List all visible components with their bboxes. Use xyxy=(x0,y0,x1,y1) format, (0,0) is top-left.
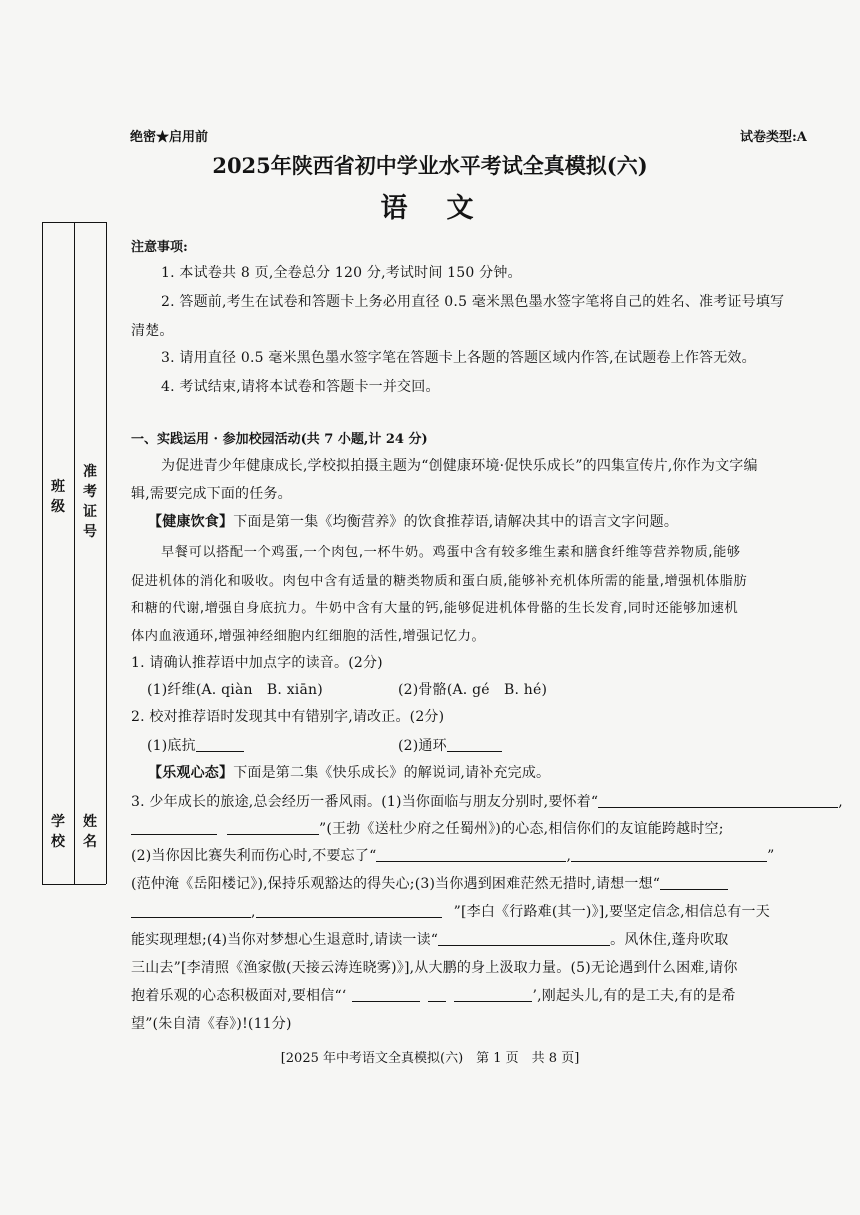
answer-blank[interactable] xyxy=(598,795,838,808)
note-item-4: 4. 考试结束,请将本试卷和答题卡一并交回。 xyxy=(161,379,440,395)
note-item-2-cont: 清楚。 xyxy=(131,323,174,339)
question-1-option-1: (1)纤维(A. qiàn B. xiān) xyxy=(147,682,323,698)
page-footer: [2025 年中考语文全真模拟(六) 第 1 页 共 8 页] xyxy=(280,1051,580,1066)
answer-blank[interactable] xyxy=(196,739,244,752)
question-3-line-1: 3. 少年成长的旅途,总会经历一番风雨。(1)当你面临与朋友分别时,要怀着“ , xyxy=(131,794,843,810)
question-3-line-8: 抱着乐观的心态积极面对,要相信“‘ ’,刚起头儿,有的是工夫,有的是希 xyxy=(131,988,736,1004)
question-2-item-1: (1)底抗 xyxy=(147,735,244,755)
mood-text: 下面是第二集《快乐成长》的解说词,请补充完成。 xyxy=(233,765,551,781)
question-3-line-6: 能实现理想;(4)当你对梦想心生退意时,请读一读“ 。风休住,蓬舟吹取 xyxy=(131,932,729,948)
note-item-3: 3. 请用直径 0.5 毫米黑色墨水签字笔在答题卡上各题的答题区域内作答,在试题卷上作答无效。 xyxy=(161,350,756,366)
answer-blank[interactable] xyxy=(454,989,532,1002)
binding-panel xyxy=(42,222,106,884)
answer-blank[interactable] xyxy=(131,905,251,918)
passage-line-3: 和糖的代谢,增强自身底抗力。牛奶中含有大量的钙,能够促进机体骨骼的生长发育,同时还能够加速机 xyxy=(131,601,739,616)
question-2: 2. 校对推荐语时发现其中有错别字,请改正。(2分) xyxy=(131,709,445,725)
diet-task xyxy=(148,511,678,531)
note-item-1: 1. 本试卷共 8 页,全卷总分 120 分,考试时间 150 分钟。 xyxy=(161,265,522,281)
diet-tag: 【健康饮食】 xyxy=(148,514,234,530)
mood-task xyxy=(148,762,550,782)
answer-blank[interactable] xyxy=(352,989,420,1002)
question-3-line-5: , ”[李白《行路难(其一)》],要坚定信念,相信总有一天 xyxy=(131,901,770,921)
exam-number-label: 准考证号 xyxy=(83,464,97,540)
answer-blank[interactable] xyxy=(428,989,446,1002)
passage-line-4: 体内血液通环,增强神经细胞内红细胞的活性,增强记忆力。 xyxy=(131,629,486,644)
notes-heading: 注意事项: xyxy=(131,240,188,255)
paper-type-label: 试卷类型:A xyxy=(740,130,807,145)
section-heading: 一、实践运用 · 参加校园活动(共 7 小题,计 24 分) xyxy=(131,432,428,447)
question-2-item-2: (2)通环 xyxy=(398,735,502,755)
question-3-line-9: 望”(朱自清《春》)!(11分) xyxy=(131,1016,292,1032)
diet-text: 下面是第一集《均衡营养》的饮食推荐语,请解决其中的语言文字问题。 xyxy=(233,514,679,530)
answer-blank[interactable] xyxy=(438,933,610,946)
passage-line-1: 早餐可以搭配一个鸡蛋,一个肉包,一杯牛奶。鸡蛋中含有较多维生素和膳食纤维等营养物质,能够 xyxy=(161,545,741,560)
question-3-line-2: ”(王勃《送杜少府之任蜀州》)的心态,相信你们的友谊能跨越时空; xyxy=(131,818,724,838)
intro-line-1: 为促进青少年健康成长,学校拟拍摄主题为“创健康环境·促快乐成长”的四集宣传片,你作为文字编 xyxy=(161,458,758,474)
intro-line-2: 辑,需要完成下面的任务。 xyxy=(131,486,292,502)
answer-blank[interactable] xyxy=(256,905,442,918)
name-label: 姓名 xyxy=(83,814,97,850)
passage-line-2: 促进机体的消化和吸收。肉包中含有适量的糖类物质和蛋白质,能够补充机体所需的能量,增强机体脂肪 xyxy=(131,574,748,589)
answer-blank[interactable] xyxy=(131,822,217,835)
school-label: 学校 xyxy=(51,814,65,850)
subject-title: 语 文 xyxy=(380,193,480,224)
answer-blank[interactable] xyxy=(660,877,728,890)
question-3-line-4: (范仲淹《岳阳楼记》),保持乐观豁达的得失心;(3)当你遇到困难茫然无措时,请想一想“ xyxy=(131,873,728,893)
secret-label: 绝密★启用前 xyxy=(130,130,209,145)
question-3-line-3: (2)当你因比赛失利而伤心时,不要忘了“ , ” xyxy=(131,848,775,864)
answer-blank[interactable] xyxy=(447,739,502,752)
answer-blank[interactable] xyxy=(571,849,767,862)
class-label: 班级 xyxy=(51,479,65,515)
answer-blank[interactable] xyxy=(376,849,566,862)
question-1: 1. 请确认推荐语中加点字的读音。(2分) xyxy=(131,655,383,671)
page-title: 2025年陕西省初中学业水平考试全真模拟(六) xyxy=(212,153,648,178)
mood-tag: 【乐观心态】 xyxy=(148,765,234,781)
note-item-2: 2. 答题前,考生在试卷和答题卡上务必用直径 0.5 毫米黑色墨水签字笔将自己的姓名、准考证号填写 xyxy=(161,294,785,310)
question-1-option-2: (2)骨骼(A. gé B. hé) xyxy=(398,682,548,698)
question-3-line-7: 三山去”[李清照《渔家傲(天接云涛连晓雾)》],从大鹏的身上汲取力量。(5)无论遇到什么困难,请你 xyxy=(131,960,738,976)
answer-blank[interactable] xyxy=(227,822,319,835)
